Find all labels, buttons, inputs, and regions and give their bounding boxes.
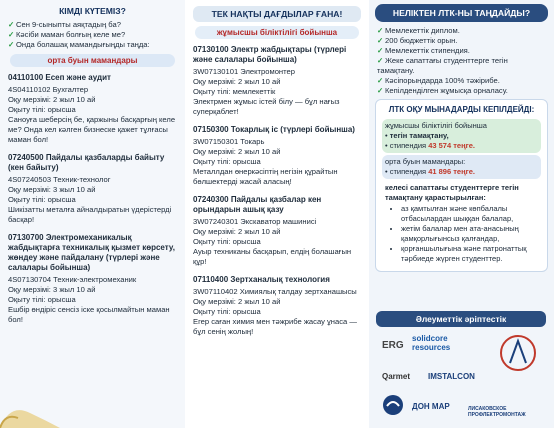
- program-title: 07240500 Пайдалы қазбаларды байыту (кен байыту): [8, 153, 165, 172]
- program-title: 07240300 Пайдалы қазбалар кен орындарын ашық қазу: [193, 195, 322, 214]
- program-language: Оқыту тілі: орысша: [8, 105, 76, 114]
- reason-item: ✓ Жеке сапаттағы студенттерге тегін тамақтану.: [377, 56, 508, 75]
- program-language: Оқыту тілі: орысша: [193, 307, 261, 316]
- program-slogan: Саноуға шеберсің бе, қаржыны басқарғың келе ме? Онда кел кәлген бизнеске қажет тұлғасы маман бол!: [8, 115, 176, 144]
- reason-item: ✓ Мемлекеттік стипендия.: [377, 46, 470, 55]
- col2-header: ТЕК НАҚТЫ ДАҒДЫЛАР ҒАНА!: [193, 6, 361, 22]
- program-qualification: 3W07130101 Электромонтер: [193, 67, 295, 76]
- free-food-box: [382, 181, 541, 266]
- free-food-item: • жетім балалар мен ата-анасының қамқорлығынсыз қалғандар,: [401, 224, 538, 244]
- check-item: ✓ Сен 9-сыныпты аяқтадың ба?: [8, 20, 121, 29]
- category-tag: орта буын мамандары: [10, 54, 175, 67]
- check-icon: ✓: [8, 20, 15, 29]
- program-slogan: Ешбір өндіріс сенсіз іске қосылмайтын маман бол!: [8, 305, 170, 324]
- col3-header: НЕЛІКТЕН ЛТК-НЫ ТАҢДАЙДЫ?: [375, 4, 548, 22]
- program-language: Оқыту тілі: орысша: [193, 237, 261, 246]
- worker-box-item: • стипендия 43 574 теңге.: [385, 141, 475, 150]
- ornament-icon: [0, 368, 60, 428]
- program-title: 07130100 Электр жабдықтары (түрлері және салалары бойынша): [193, 45, 347, 64]
- partner-logo-lisakovsk: ЛИСАКОВСКОЕ ПРОФЛЕКТРОМОНТАЖ: [468, 406, 526, 418]
- program-language: Оқыту тілі: орысша: [193, 157, 261, 166]
- program-language: Оқыту тілі: орысша: [8, 195, 76, 204]
- reason-item: ✓ Кепілденділген жұмысқа орналасу.: [377, 86, 508, 95]
- program-duration: Оқу мерзімі: 3 жыл 10 ай: [8, 185, 96, 194]
- partner-logo-erg: ERG: [382, 340, 404, 351]
- column-who-we-wait: [0, 0, 185, 428]
- free-food-item: • аз қамтылған және көпбалалы отбасылардан шыққан балалар,: [401, 204, 538, 224]
- check-icon: ✓: [377, 56, 384, 65]
- check-icon: ✓: [377, 76, 384, 85]
- program-slogan: Электрмен жұмыс істей білу — бұл нағыз суперқаблет!: [193, 97, 340, 116]
- mid-box-title: орта буын мамандары:: [385, 157, 466, 166]
- program-qualification: 4S07130704 Техник-электромеханик: [8, 275, 137, 284]
- check-item: ✓ Онда болашақ мамандығыңды таңда:: [8, 40, 150, 49]
- check-item: ✓ Кәсіби маман болғың келе ме?: [8, 30, 126, 39]
- column-real-skills: [185, 0, 369, 428]
- worker-box-title: жұмысшы біліктілігі бойынша: [385, 121, 487, 130]
- check-icon: ✓: [377, 36, 384, 45]
- program-qualification: 4S07240503 Техник-технолог: [8, 175, 111, 184]
- don-mar-emblem-icon: [382, 394, 404, 416]
- program-duration: Оқу мерзімі: 2 жыл 10 ай: [8, 95, 96, 104]
- program-slogan: Шикізатты металға айналдыратын үдерістерді басқар!: [8, 205, 172, 224]
- program-language: Оқыту тілі: мемлекеттік: [193, 87, 276, 96]
- check-icon: ✓: [377, 26, 384, 35]
- program-qualification: 3W07150301 Токарь: [193, 137, 265, 146]
- program-slogan: Егер саған химия мен тәжрибе жасау ұнаса — бұл сенің жолың!: [193, 317, 357, 336]
- mid-box: [382, 155, 541, 179]
- mid-box-item: • стипендия 41 896 теңге.: [385, 167, 475, 176]
- program-duration: Оқу мерзімі: 2 жыл 10 ай: [193, 147, 281, 156]
- free-food-header: келесі сапаттағы студенттерге тегін тамақтану қарастырылған:: [385, 183, 519, 202]
- program-slogan: Металлдан өнеркәсіптің негізін құрайтын бөлшектерді жасай аласың!: [193, 167, 338, 186]
- worker-box: [382, 119, 541, 153]
- program-title: 07110400 Зертханалық технология: [193, 275, 330, 284]
- check-icon: ✓: [8, 40, 15, 49]
- program-language: Оқыту тілі: орысша: [8, 295, 76, 304]
- worker-box-item: • тегін тамақтану,: [385, 131, 449, 140]
- program-duration: Оқу мерзімі: 2 жыл 10 ай: [193, 297, 281, 306]
- category-tag: жұмысшы біліктілігі бойынша: [195, 26, 359, 39]
- col1-header: КІМДІ КҮТЕМІЗ?: [59, 6, 126, 16]
- guarantee-panel: [375, 99, 548, 272]
- partner-logo-don-mar: ДОН МАР: [412, 402, 450, 411]
- program-qualification: 4S04110102 Бухгалтер: [8, 85, 89, 94]
- check-icon: ✓: [377, 46, 384, 55]
- free-food-item: • қорғаншылығына және патронаттық тәрбиеде жүрген студенттер.: [401, 244, 538, 264]
- program-duration: Оқу мерзімі: 3 жыл 10 ай: [8, 285, 96, 294]
- program-duration: Оқу мерзімі: 2 жыл 10 ай: [193, 77, 281, 86]
- check-icon: ✓: [8, 30, 15, 39]
- program-title: 07130700 Электромеханикалық жабдықтарға техникалық қызмет көрсету, жөндеу және пайдалану (түрлері және салалары бойынша): [8, 233, 175, 272]
- social-partnership-header: Әлеуметтік әріптестік: [376, 311, 546, 327]
- reason-item: ✓ Мемлекеттік диплом.: [377, 26, 460, 35]
- program-qualification: 3W07240301 Экскаватор машинисі: [193, 217, 317, 226]
- partner-logo-solidcore: solidcore resources: [412, 334, 451, 352]
- partner-logo-qarmet: Qarmet: [382, 372, 411, 381]
- guarantee-header: ЛТК ОҚУ МЫНАДАРДЫ КЕПІЛДЕЙДІ:: [388, 105, 535, 114]
- program-qualification: 3W07110402 Химиялық талдау зертханашысы: [193, 287, 357, 296]
- program-title: 04110100 Есеп және аудит: [8, 73, 111, 82]
- energy-logo-icon: [490, 333, 546, 373]
- reason-item: ✓ Кәсіпорындарда 100% тәжірибе.: [377, 76, 500, 85]
- partner-logo-imstalcon: IMSTALCON: [428, 372, 475, 381]
- check-icon: ✓: [377, 86, 384, 95]
- program-title: 07150300 Токарлық іс (түрлері бойынша): [193, 125, 355, 134]
- reason-item: ✓ 200 бюджеттік орын.: [377, 36, 458, 45]
- program-duration: Оқу мерзімі: 2 жыл 10 ай: [193, 227, 281, 236]
- program-slogan: Ауыр техниканы басқарып, елдің болашағын құр!: [193, 247, 352, 266]
